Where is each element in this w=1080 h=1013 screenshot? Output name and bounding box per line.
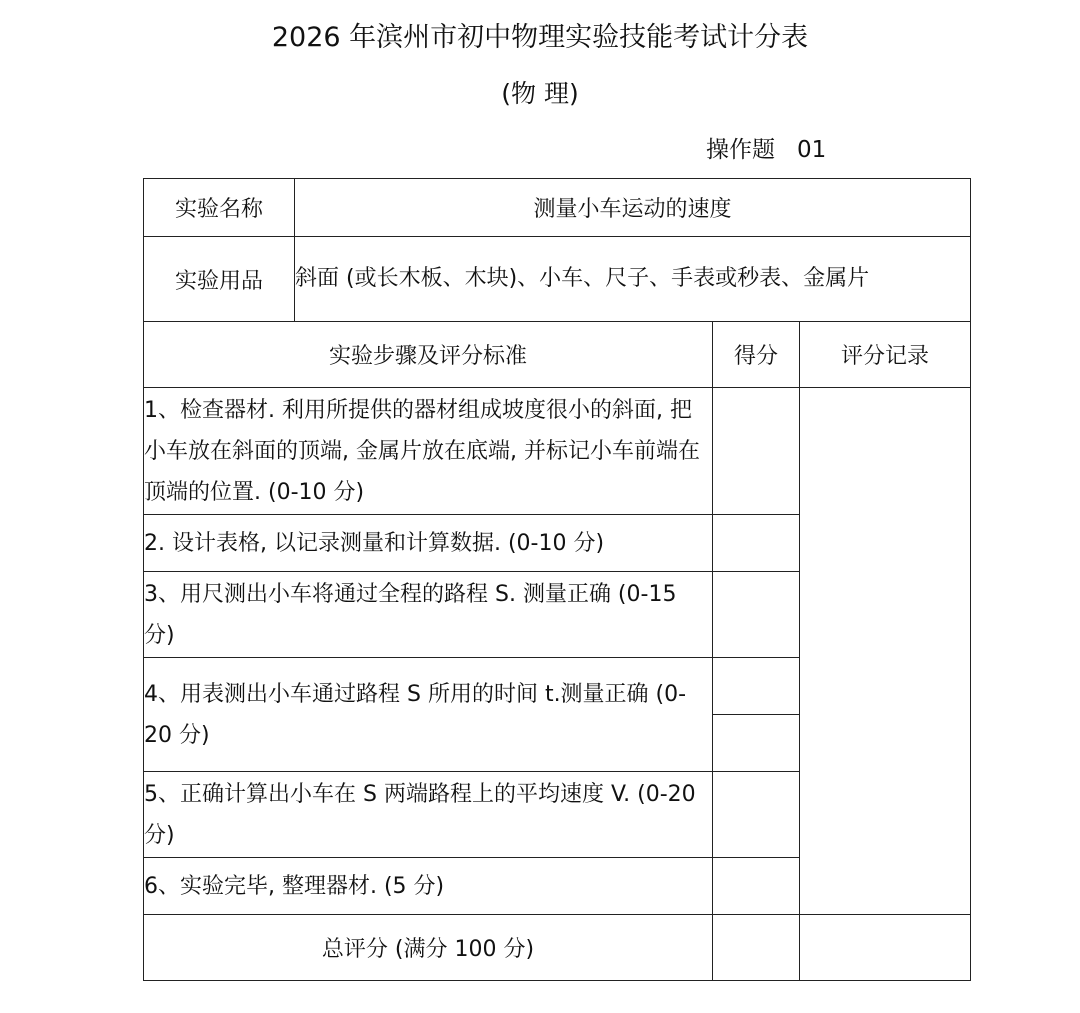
score-cell-3[interactable] <box>713 572 800 658</box>
experiment-name-value: 测量小车运动的速度 <box>295 179 971 237</box>
total-label: 总评分 (满分 100 分) <box>144 915 713 981</box>
score-table <box>143 178 971 981</box>
score-cell-1[interactable] <box>713 388 800 515</box>
operation-line <box>706 132 826 168</box>
record-cell[interactable] <box>800 388 971 915</box>
operation-number: 01 <box>797 137 827 163</box>
steps-header: 实验步骤及评分标准 <box>144 322 713 388</box>
score-cell-4b[interactable] <box>713 715 800 772</box>
supplies-label: 实验用品 <box>144 237 295 322</box>
step-6: 6、实验完毕, 整理器材. (5 分) <box>144 858 713 915</box>
step-2: 2. 设计表格, 以记录测量和计算数据. (0-10 分) <box>144 515 713 572</box>
step-1: 1、检查器材. 利用所提供的器材组成坡度很小的斜面, 把小车放在斜面的顶端, 金属片放在底端, 并标记小车前端在顶端的位置. (0-10 分) <box>144 388 713 515</box>
score-cell-5[interactable] <box>713 772 800 858</box>
score-cell-2[interactable] <box>713 515 800 572</box>
score-cell-4a[interactable] <box>713 658 800 715</box>
score-cell-6[interactable] <box>713 858 800 915</box>
supplies-value: 斜面 (或长木板、木块)、小车、尺子、手表或秒表、金属片 <box>295 237 971 322</box>
total-score-cell[interactable] <box>713 915 800 981</box>
table-row <box>144 388 971 515</box>
score-header: 得分 <box>713 322 800 388</box>
step-3: 3、用尺测出小车将通过全程的路程 S. 测量正确 (0-15 分) <box>144 572 713 658</box>
table-row <box>144 915 971 981</box>
total-record-cell[interactable] <box>800 915 971 981</box>
table-row <box>144 237 971 322</box>
record-header: 评分记录 <box>800 322 971 388</box>
step-4: 4、用表测出小车通过路程 S 所用的时间 t.测量正确 (0-20 分) <box>144 658 713 772</box>
operation-label: 操作题 <box>706 137 775 163</box>
table-row <box>144 179 971 237</box>
page-subtitle: (物 理) <box>501 79 579 108</box>
table-row <box>144 322 971 388</box>
step-5: 5、正确计算出小车在 S 两端路程上的平均速度 V. (0-20 分) <box>144 772 713 858</box>
experiment-name-label: 实验名称 <box>144 179 295 237</box>
page-title: 2026 年滨州市初中物理实验技能考试计分表 <box>271 22 809 53</box>
